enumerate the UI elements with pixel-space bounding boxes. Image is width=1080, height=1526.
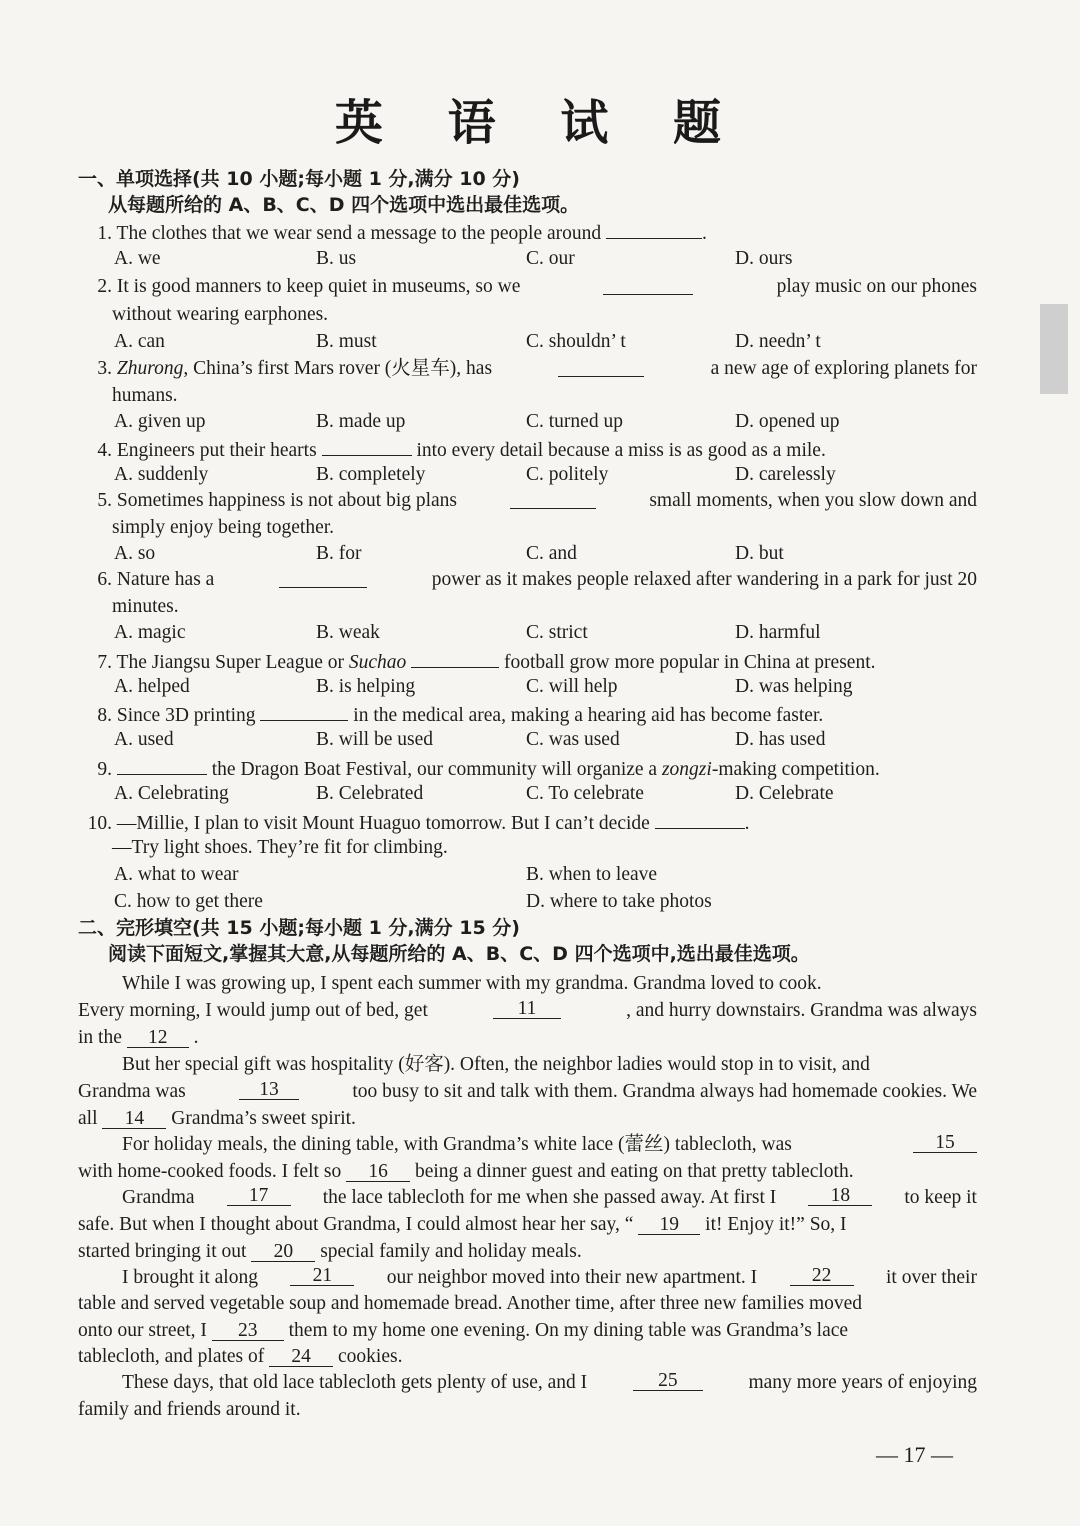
cloze-blank-24: 24 [269, 1346, 333, 1367]
answer-blank [279, 567, 367, 588]
option-a: A. given up [114, 411, 206, 432]
option-c: C. shouldn’ t [526, 331, 626, 352]
option-b: B. Celebrated [316, 783, 424, 804]
question-3: 3. Zhurong, China’s first Mars rover (火星车), has a new age of exploring planets for [97, 358, 977, 379]
section1-heading-block [78, 166, 998, 218]
option-a: A. can [114, 331, 165, 352]
cloze-blank-22: 22 [790, 1265, 854, 1286]
section1-heading: 一、单项选择(共 10 小题;每小题 1 分,满分 10 分) [78, 168, 520, 190]
passage-line: While I was growing up, I spent each summer with my grandma. Grandma loved to cook. [122, 973, 822, 994]
passage-line: These days, that old lace tablecloth gets plenty of use, and I 25 many more years of enjoying [122, 1370, 977, 1393]
option-b: B. for [316, 543, 362, 564]
cloze-blank-17: 17 [227, 1185, 291, 1206]
option-d: D. was helping [735, 676, 853, 697]
question-1: 1. The clothes that we wear send a message to the people around . [84, 218, 707, 247]
answer-blank [606, 218, 702, 239]
option-b: B. made up [316, 411, 406, 432]
option-b: B. weak [316, 622, 380, 643]
option-d: D. where to take photos [526, 891, 712, 912]
option-a: A. helped [114, 676, 190, 697]
option-c: C. how to get there [114, 891, 263, 912]
option-d: D. but [735, 543, 784, 564]
answer-blank [117, 754, 207, 775]
section2-heading-block [78, 915, 998, 967]
page-number: — 17 — [876, 1442, 953, 1467]
cloze-blank-18: 18 [808, 1185, 872, 1206]
cloze-blank-23: 23 [212, 1320, 284, 1341]
option-b: B. completely [316, 464, 426, 485]
option-b: B. when to leave [526, 864, 658, 885]
passage-line: onto our street, I 23 them to my home one evening. On my dining table was Grandma’s lace [78, 1320, 849, 1341]
passage-line: For holiday meals, the dining table, with Grandma’s white lace (蕾丝) tablecloth, was 15 [122, 1132, 977, 1158]
question-9: 9. the Dragon Boat Festival, our community will organize a zongzi-making competition. [84, 754, 880, 783]
page-title: 英 语 试 题 [334, 95, 746, 151]
option-c: C. To celebrate [526, 783, 644, 804]
passage-line: Every morning, I would jump out of bed, get 11 , and hurry downstairs. Grandma was always [78, 998, 977, 1021]
cloze-blank-20: 20 [251, 1241, 315, 1262]
option-c: C. strict [526, 622, 588, 643]
answer-blank [510, 488, 596, 509]
option-d: D. carelessly [735, 464, 836, 485]
cloze-blank-19: 19 [638, 1214, 700, 1235]
answer-blank [655, 808, 745, 829]
option-a: A. suddenly [114, 464, 209, 485]
section2-instruction: 阅读下面短文,掌握其大意,从每题所给的 A、B、C、D 四个选项中,选出最佳选项。 [108, 943, 810, 965]
option-d: D. Celebrate [735, 783, 834, 804]
option-b: B. us [316, 248, 357, 269]
question-2: 2. It is good manners to keep quiet in museums, so we play music on our phones [97, 276, 977, 297]
question-7: 7. The Jiangsu Super League or Suchao football grow more popular in China at present. [84, 647, 876, 676]
option-d: D. opened up [735, 411, 840, 432]
passage-line: Grandma was 13 too busy to sit and talk with them. Grandma always had homemade cookies. We [78, 1079, 977, 1102]
cloze-blank-14: 14 [102, 1108, 166, 1129]
answer-blank [322, 435, 412, 456]
question-5: 5. Sometimes happiness is not about big plans small moments, when you slow down and [97, 490, 977, 511]
answer-blank [603, 274, 693, 295]
option-d: D. ours [735, 248, 793, 269]
option-a: A. magic [114, 622, 186, 643]
option-c: C. turned up [526, 411, 623, 432]
passage-line: safe. But when I thought about Grandma, I could almost hear her say, “ 19 it! Enjoy it!” So, I [78, 1214, 847, 1235]
option-b: B. is helping [316, 676, 416, 697]
option-d: D. needn’ t [735, 331, 821, 352]
option-c: C. our [526, 248, 575, 269]
option-c: C. politely [526, 464, 609, 485]
question-2-continued: without wearing earphones. [112, 304, 329, 325]
option-c: C. and [526, 543, 577, 564]
passage-line: tablecloth, and plates of 24 cookies. [78, 1346, 403, 1367]
question-6-continued: minutes. [112, 596, 179, 617]
option-c: C. will help [526, 676, 618, 697]
cloze-blank-13: 13 [239, 1079, 299, 1100]
question-3-continued: humans. [112, 385, 178, 406]
cloze-blank-11: 11 [493, 998, 561, 1019]
question-10-reply: —Try light shoes. They’re fit for climbing. [112, 837, 448, 858]
section1-instruction: 从每题所给的 A、B、C、D 四个选项中选出最佳选项。 [108, 194, 580, 216]
passage-line: I brought it along 21 our neighbor moved into their new apartment. I 22 it over their [122, 1265, 977, 1288]
question-8: 8. Since 3D printing in the medical area, making a hearing aid has become faster. [84, 700, 823, 729]
question-6: 6. Nature has a power as it makes people relaxed after wandering in a park for just 20 [97, 569, 977, 590]
passage-line: table and served vegetable soup and homemade bread. Another time, after three new families moved [78, 1293, 863, 1314]
passage-line: started bringing it out 20 special family and holiday meals. [78, 1241, 582, 1262]
option-d: D. harmful [735, 622, 821, 643]
answer-blank [558, 356, 644, 377]
question-10: 10. —Millie, I plan to visit Mount Huaguo tomorrow. But I can’t decide . [76, 808, 750, 837]
passage-line: all 14 Grandma’s sweet spirit. [78, 1108, 356, 1129]
passage-line: in the 12 . [78, 1027, 199, 1048]
answer-blank [411, 647, 499, 668]
passage-line: family and friends around it. [78, 1399, 301, 1420]
option-c: C. was used [526, 729, 620, 750]
cloze-blank-12: 12 [127, 1027, 189, 1048]
option-a: A. we [114, 248, 161, 269]
passage-line: Grandma 17 the lace tablecloth for me when she passed away. At first I 18 to keep it [122, 1185, 977, 1208]
option-d: D. has used [735, 729, 826, 750]
cloze-blank-16: 16 [346, 1161, 410, 1182]
option-a: A. so [114, 543, 156, 564]
option-b: B. must [316, 331, 377, 352]
page-edge-tab [1040, 304, 1068, 394]
answer-blank [260, 700, 348, 721]
option-a: A. what to wear [114, 864, 239, 885]
option-a: A. Celebrating [114, 783, 229, 804]
cloze-blank-21: 21 [290, 1265, 354, 1286]
passage-line: with home-cooked foods. I felt so 16 being a dinner guest and eating on that pretty tablecloth. [78, 1161, 854, 1182]
option-b: B. will be used [316, 729, 433, 750]
section2-heading: 二、完形填空(共 15 小题;每小题 1 分,满分 15 分) [78, 917, 520, 939]
cloze-blank-25: 25 [633, 1370, 703, 1391]
option-a: A. used [114, 729, 174, 750]
passage-line: But her special gift was hospitality (好客). Often, the neighbor ladies would stop in to visit, and [122, 1054, 870, 1075]
cloze-blank-15: 15 [913, 1132, 977, 1153]
question-5-continued: simply enjoy being together. [112, 517, 335, 538]
question-4: 4. Engineers put their hearts into every detail because a miss is as good as a mile. [84, 435, 826, 464]
